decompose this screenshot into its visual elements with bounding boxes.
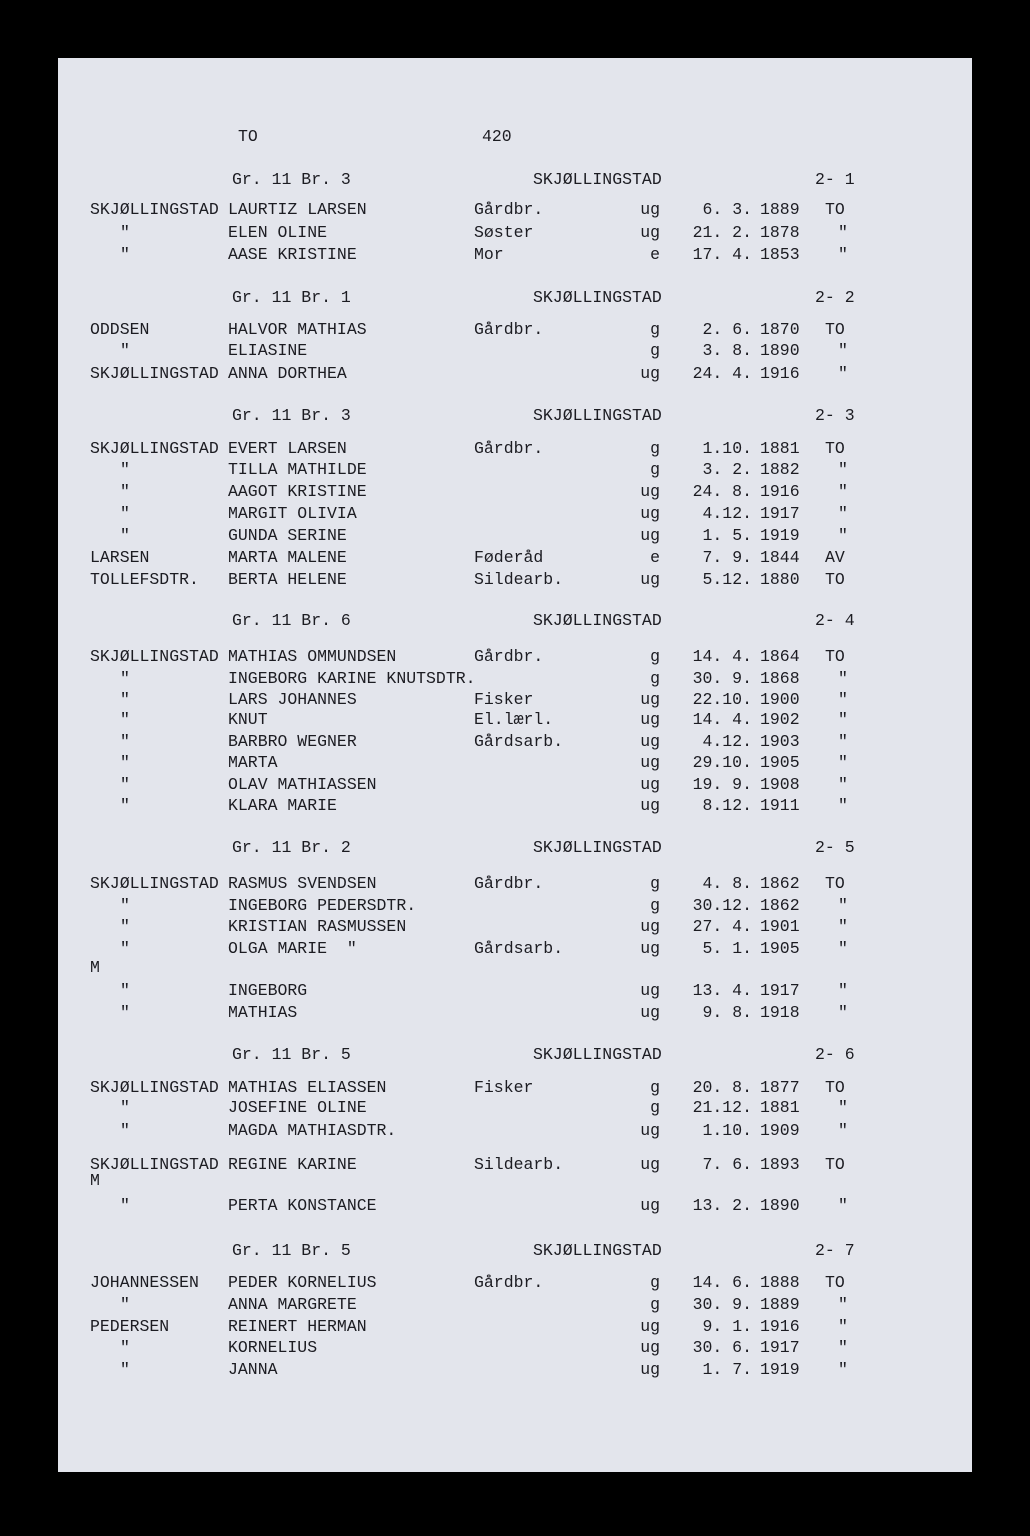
ditto-mark: " [838, 775, 848, 794]
page-code: TO [238, 127, 258, 146]
ditto-mark: " [120, 245, 130, 264]
birth-year: 1878 [760, 223, 800, 242]
birth-date: 5. 1. [702, 939, 752, 958]
occupation: Gårdbr. [474, 647, 544, 666]
marital-status: ug [640, 223, 660, 242]
occupation: Søster [474, 223, 534, 242]
birth-date: 1.10. [702, 439, 752, 458]
birth-date: 6. 3. [702, 200, 752, 219]
birth-date: 21. 2. [692, 223, 752, 242]
birth-year: 1919 [760, 526, 800, 545]
birth-date: 13. 2. [692, 1196, 752, 1215]
section-group: Gr. 11 Br. 6 [232, 611, 351, 630]
birth-date: 7. 6. [702, 1155, 752, 1174]
birth-year: 1905 [760, 753, 800, 772]
ditto-mark: " [838, 1121, 848, 1140]
given-name: AAGOT KRISTINE [228, 482, 367, 501]
birth-date: 3. 8. [702, 341, 752, 360]
marital-status: ug [640, 364, 660, 383]
section-number: 2- 4 [815, 611, 855, 630]
section-farm: SKJØLLINGSTAD [533, 406, 662, 425]
marital-status: g [650, 896, 660, 915]
birth-date: 24. 4. [692, 364, 752, 383]
ditto-mark: " [838, 917, 848, 936]
birth-date: 27. 4. [692, 917, 752, 936]
marital-status: ug [640, 1003, 660, 1022]
marital-status: ug [640, 504, 660, 523]
birth-year: 1916 [760, 364, 800, 383]
ditto-mark: " [120, 1295, 130, 1314]
ditto-mark: " [838, 753, 848, 772]
marital-status: ug [640, 710, 660, 729]
given-name: KNUT [228, 710, 268, 729]
birth-year: 1889 [760, 1295, 800, 1314]
birth-date: 5.12. [702, 570, 752, 589]
given-name: MARTA MALENE [228, 548, 347, 567]
occupation: Gårdsarb. [474, 939, 564, 958]
birth-place: TO [825, 1078, 845, 1097]
surname: SKJØLLINGSTAD [90, 1078, 219, 1097]
ditto-mark: " [120, 1360, 130, 1379]
surname: JOHANNESSEN [90, 1273, 199, 1292]
birth-year: 1901 [760, 917, 800, 936]
marital-status: ug [640, 1155, 660, 1174]
birth-year: 1864 [760, 647, 800, 666]
marital-status: g [650, 460, 660, 479]
page-number: 420 [482, 127, 512, 146]
section-number: 2- 7 [815, 1241, 855, 1260]
ditto-mark: " [120, 223, 130, 242]
given-name: MAGDA MATHIASDTR. [228, 1121, 397, 1140]
marital-status: ug [640, 775, 660, 794]
birth-date: 9. 8. [702, 1003, 752, 1022]
marital-status: ug [640, 1121, 660, 1140]
ditto-mark: " [838, 364, 848, 383]
section-number: 2- 5 [815, 838, 855, 857]
section-group: Gr. 11 Br. 2 [232, 838, 351, 857]
given-name: INGEBORG KARINE KNUTSDTR. [228, 669, 476, 688]
marital-status: g [650, 1295, 660, 1314]
ditto-mark: " [838, 1360, 848, 1379]
given-name: REINERT HERMAN [228, 1317, 367, 1336]
section-group: Gr. 11 Br. 3 [232, 406, 351, 425]
occupation: Sildearb. [474, 1155, 564, 1174]
given-name: ANNA MARGRETE [228, 1295, 357, 1314]
birth-year: 1908 [760, 775, 800, 794]
birth-year: 1862 [760, 896, 800, 915]
birth-date: 29.10. [692, 753, 752, 772]
birth-date: 4.12. [702, 732, 752, 751]
marital-status: g [650, 874, 660, 893]
marital-status: ug [640, 796, 660, 815]
ditto-mark: " [838, 939, 848, 958]
birth-date: 1. 7. [702, 1360, 752, 1379]
ditto-mark: " [838, 1098, 848, 1117]
ditto-mark: " [120, 939, 130, 958]
birth-date: 17. 4. [692, 245, 752, 264]
birth-year: 1902 [760, 710, 800, 729]
given-name: PEDER KORNELIUS [228, 1273, 377, 1292]
birth-date: 30. 9. [692, 1295, 752, 1314]
occupation: Mor [474, 245, 504, 264]
marital-status: ug [640, 917, 660, 936]
surname: SKJØLLINGSTAD [90, 1155, 219, 1174]
birth-year: 1877 [760, 1078, 800, 1097]
marital-status: g [650, 1273, 660, 1292]
birth-date: 8.12. [702, 796, 752, 815]
birth-place: TO [825, 1155, 845, 1174]
birth-date: 2. 6. [702, 320, 752, 339]
given-name: OLGA MARIE " [228, 939, 357, 958]
ditto-mark: " [838, 1196, 848, 1215]
ditto-mark: " [838, 669, 848, 688]
birth-year: 1919 [760, 1360, 800, 1379]
ditto-mark: " [120, 796, 130, 815]
ditto-mark: " [120, 1196, 130, 1215]
ditto-mark: " [838, 981, 848, 1000]
given-name: RASMUS SVENDSEN [228, 874, 377, 893]
occupation: Fisker [474, 1078, 534, 1097]
given-name: BARBRO WEGNER [228, 732, 357, 751]
ditto-mark: " [120, 896, 130, 915]
birth-year: 1862 [760, 874, 800, 893]
birth-place: TO [825, 647, 845, 666]
birth-place: TO [825, 439, 845, 458]
birth-date: 30. 9. [692, 669, 752, 688]
birth-year: 1868 [760, 669, 800, 688]
birth-year: 1893 [760, 1155, 800, 1174]
given-name: MATHIAS [228, 1003, 298, 1022]
given-name: MATHIAS ELIASSEN [228, 1078, 387, 1097]
section-farm: SKJØLLINGSTAD [533, 838, 662, 857]
ditto-mark: " [838, 1338, 848, 1357]
ditto-mark: " [838, 223, 848, 242]
birth-year: 1917 [760, 1338, 800, 1357]
ditto-mark: " [120, 710, 130, 729]
ditto-mark: " [838, 1003, 848, 1022]
ditto-mark: " [120, 1121, 130, 1140]
marital-status: ug [640, 570, 660, 589]
section-farm: SKJØLLINGSTAD [533, 288, 662, 307]
birth-place: TO [825, 200, 845, 219]
given-name: KORNELIUS [228, 1338, 318, 1357]
occupation: Gårdbr. [474, 200, 544, 219]
section-number: 2- 2 [815, 288, 855, 307]
ditto-mark: " [120, 1003, 130, 1022]
marital-status: ug [640, 690, 660, 709]
given-name: PERTA KONSTANCE [228, 1196, 377, 1215]
birth-date: 14. 6. [692, 1273, 752, 1292]
birth-year: 1916 [760, 1317, 800, 1336]
ditto-mark: " [120, 732, 130, 751]
marital-status: e [650, 245, 660, 264]
ditto-mark: " [838, 710, 848, 729]
given-name: MATHIAS OMMUNDSEN [228, 647, 397, 666]
birth-year: 1916 [760, 482, 800, 501]
surname: SKJØLLINGSTAD [90, 647, 219, 666]
ditto-mark: " [838, 796, 848, 815]
given-name: KLARA MARIE [228, 796, 337, 815]
birth-date: 21.12. [692, 1098, 752, 1117]
birth-date: 20. 8. [692, 1078, 752, 1097]
birth-year: 1905 [760, 939, 800, 958]
marital-status: ug [640, 482, 660, 501]
occupation: Gårdbr. [474, 1273, 544, 1292]
surname: PEDERSEN [90, 1317, 170, 1336]
given-name: BERTA HELENE [228, 570, 347, 589]
occupation: El.lærl. [474, 710, 554, 729]
marital-status: ug [640, 200, 660, 219]
ditto-mark: " [838, 732, 848, 751]
ditto-mark: " [838, 690, 848, 709]
birth-year: 1917 [760, 981, 800, 1000]
ditto-mark: " [838, 460, 848, 479]
ditto-mark: " [838, 504, 848, 523]
occupation: Sildearb. [474, 570, 564, 589]
birth-date: 14. 4. [692, 647, 752, 666]
given-name: LARS JOHANNES [228, 690, 357, 709]
surname: SKJØLLINGSTAD [90, 200, 219, 219]
ditto-mark: " [120, 482, 130, 501]
birth-date: 19. 9. [692, 775, 752, 794]
occupation: Gårdbr. [474, 874, 544, 893]
ditto-mark: " [120, 669, 130, 688]
birth-year: 1889 [760, 200, 800, 219]
ditto-mark: " [120, 504, 130, 523]
birth-place: AV [825, 548, 845, 567]
section-number: 2- 1 [815, 170, 855, 189]
given-name: INGEBORG [228, 981, 308, 1000]
surname: SKJØLLINGSTAD [90, 874, 219, 893]
marital-status: e [650, 548, 660, 567]
marital-status: g [650, 1098, 660, 1117]
ditto-mark: " [120, 460, 130, 479]
marital-status: g [650, 647, 660, 666]
ditto-mark: " [838, 1295, 848, 1314]
marital-status: ug [640, 526, 660, 545]
ditto-mark: " [838, 526, 848, 545]
section-number: 2- 6 [815, 1045, 855, 1064]
surname: SKJØLLINGSTAD [90, 364, 219, 383]
birth-date: 9. 1. [702, 1317, 752, 1336]
occupation: Gårdbr. [474, 320, 544, 339]
ditto-mark: " [120, 917, 130, 936]
birth-date: 30. 6. [692, 1338, 752, 1357]
given-name: MARTA [228, 753, 278, 772]
birth-date: 24. 8. [692, 482, 752, 501]
birth-year: 1900 [760, 690, 800, 709]
section-group: Gr. 11 Br. 1 [232, 288, 351, 307]
given-name: AASE KRISTINE [228, 245, 357, 264]
section-farm: SKJØLLINGSTAD [533, 170, 662, 189]
birth-year: 1888 [760, 1273, 800, 1292]
given-name: JANNA [228, 1360, 278, 1379]
birth-year: 1882 [760, 460, 800, 479]
occupation: Gårdbr. [474, 439, 544, 458]
birth-year: 1918 [760, 1003, 800, 1022]
birth-date: 3. 2. [702, 460, 752, 479]
given-name: JOSEFINE OLINE [228, 1098, 367, 1117]
birth-place: TO [825, 320, 845, 339]
surname: ODDSEN [90, 320, 150, 339]
ditto-mark: " [120, 341, 130, 360]
birth-date: 4.12. [702, 504, 752, 523]
surname: M [90, 958, 100, 977]
ditto-mark: " [838, 341, 848, 360]
ditto-mark: " [120, 690, 130, 709]
section-number: 2- 3 [815, 406, 855, 425]
given-name: GUNDA SERINE [228, 526, 347, 545]
birth-date: 14. 4. [692, 710, 752, 729]
section-farm: SKJØLLINGSTAD [533, 1241, 662, 1260]
surname: SKJØLLINGSTAD [90, 439, 219, 458]
section-group: Gr. 11 Br. 5 [232, 1045, 351, 1064]
birth-place: TO [825, 1273, 845, 1292]
marital-status: g [650, 320, 660, 339]
ditto-mark: " [838, 1317, 848, 1336]
given-name: OLAV MATHIASSEN [228, 775, 377, 794]
given-name: REGINE KARINE [228, 1155, 357, 1174]
ditto-mark: " [120, 1098, 130, 1117]
given-name: ANNA DORTHEA [228, 364, 347, 383]
marital-status: ug [640, 1360, 660, 1379]
section-group: Gr. 11 Br. 3 [232, 170, 351, 189]
marital-status: g [650, 669, 660, 688]
marital-status: ug [640, 981, 660, 1000]
given-name: TILLA MATHILDE [228, 460, 367, 479]
birth-year: 1911 [760, 796, 800, 815]
birth-year: 1909 [760, 1121, 800, 1140]
marital-status: ug [640, 939, 660, 958]
marital-status: ug [640, 1196, 660, 1215]
birth-year: 1844 [760, 548, 800, 567]
ditto-mark: " [838, 896, 848, 915]
given-name: EVERT LARSEN [228, 439, 347, 458]
marital-status: ug [640, 753, 660, 772]
ditto-mark: " [838, 482, 848, 501]
birth-date: 7. 9. [702, 548, 752, 567]
marital-status: g [650, 439, 660, 458]
given-name: LAURTIZ LARSEN [228, 200, 367, 219]
occupation: Gårdsarb. [474, 732, 564, 751]
birth-year: 1853 [760, 245, 800, 264]
section-group: Gr. 11 Br. 5 [232, 1241, 351, 1260]
occupation: Fisker [474, 690, 534, 709]
birth-year: 1917 [760, 504, 800, 523]
marital-status: g [650, 341, 660, 360]
ditto-mark: " [120, 526, 130, 545]
ditto-mark: " [120, 1338, 130, 1357]
section-farm: SKJØLLINGSTAD [533, 611, 662, 630]
birth-date: 13. 4. [692, 981, 752, 1000]
section-farm: SKJØLLINGSTAD [533, 1045, 662, 1064]
ditto-mark: " [120, 981, 130, 1000]
surname: TOLLEFSDTR. [90, 570, 199, 589]
birth-year: 1880 [760, 570, 800, 589]
occupation: Føderåd [474, 548, 544, 567]
given-name: MARGIT OLIVIA [228, 504, 357, 523]
given-name: INGEBORG PEDERSDTR. [228, 896, 417, 915]
birth-date: 4. 8. [702, 874, 752, 893]
marital-status: ug [640, 732, 660, 751]
birth-year: 1870 [760, 320, 800, 339]
ditto-mark: " [120, 753, 130, 772]
surname: LARSEN [90, 548, 150, 567]
birth-date: 22.10. [692, 690, 752, 709]
given-name: ELEN OLINE [228, 223, 328, 242]
ditto-mark: " [838, 245, 848, 264]
marital-status: ug [640, 1338, 660, 1357]
marital-status: g [650, 1078, 660, 1097]
birth-date: 1.10. [702, 1121, 752, 1140]
given-name: ELIASINE [228, 341, 308, 360]
ditto-mark: " [120, 775, 130, 794]
given-name: HALVOR MATHIAS [228, 320, 367, 339]
given-name: KRISTIAN RASMUSSEN [228, 917, 407, 936]
birth-year: 1890 [760, 341, 800, 360]
birth-place: TO [825, 874, 845, 893]
birth-year: 1881 [760, 439, 800, 458]
birth-date: 30.12. [692, 896, 752, 915]
birth-year: 1903 [760, 732, 800, 751]
marital-status: ug [640, 1317, 660, 1336]
birth-place: TO [825, 570, 845, 589]
surname: M [90, 1171, 100, 1190]
birth-year: 1890 [760, 1196, 800, 1215]
birth-year: 1881 [760, 1098, 800, 1117]
birth-date: 1. 5. [702, 526, 752, 545]
